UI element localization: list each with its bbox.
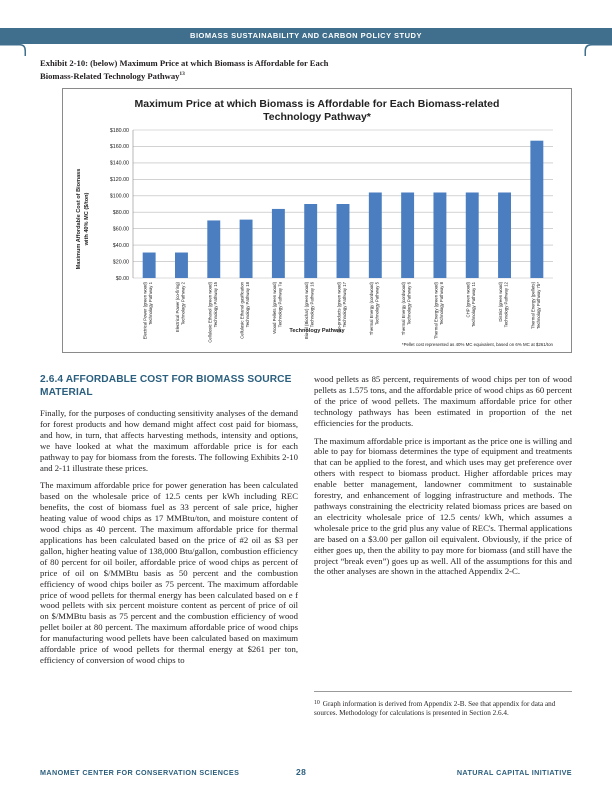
left-column <box>40 374 298 673</box>
x-category-label: Cellulosic Ethanol (green wood) <box>207 282 213 343</box>
x-category-label: Technology Pathway 15 <box>212 282 218 328</box>
running-header: BIOMASS SUSTAINABILITY AND CARBON POLICY STUDY <box>0 28 612 44</box>
x-category-label: Technology Pathway 18 <box>245 282 251 328</box>
y-tick-label: $100.00 <box>109 193 129 200</box>
exhibit-footnote-ref: 13 <box>179 71 185 77</box>
y-tick-label: $120.00 <box>109 177 129 184</box>
x-category-label: Cellulosic Ethanol gasification <box>239 282 245 339</box>
right-paragraph-1: wood pellets as 85 percent, requirements of wood chips per ton of wood pellets as 1.575 tons, and the affordable price of wood chips as 60 percent of the price of wood pellets. The maximum affordable price for other technology pathways has been estimated in proportion of the net efficiencies for the products. <box>314 374 572 428</box>
bar <box>304 204 317 278</box>
x-axis-label: Technology Pathway <box>289 328 345 334</box>
bar <box>143 253 156 278</box>
bar <box>530 141 543 278</box>
bar <box>401 192 414 278</box>
page-number: 28 <box>296 767 307 777</box>
bar <box>272 209 285 278</box>
x-category-label: Technology Pathway 5 <box>374 282 380 325</box>
y-tick-label: $20.00 <box>112 259 129 266</box>
y-tick-label: $0.00 <box>115 275 129 282</box>
exhibit-title-text: Exhibit 2-10: (below) Maximum Price at which Biomass is Affordable for Each Biomass-Related Technology Pathway <box>40 58 329 81</box>
y-tick-label: $60.00 <box>112 226 129 233</box>
x-category-label: Thermal Energy (cordwood) <box>401 282 407 336</box>
chart-container <box>62 88 572 353</box>
x-category-label: Bio-oil (Biochar) (green wood) <box>304 282 310 340</box>
x-category-label: Technology Pathway 11 <box>471 282 477 328</box>
y-axis-label-line1: Maximum Affordable Cost of Biomass <box>76 168 82 270</box>
bar <box>498 192 511 278</box>
y-tick-label: $80.00 <box>112 210 129 217</box>
bar <box>466 192 479 278</box>
y-tick-label: $180.00 <box>109 127 129 134</box>
right-column <box>314 374 572 584</box>
y-tick-label: $40.00 <box>112 242 129 249</box>
x-category-label: Technology Pathway 7b* <box>535 282 541 330</box>
y-tick-label: $140.00 <box>109 160 129 167</box>
left-paragraph-2: The maximum affordable price for power generation has been calculated based on the wholesale price of 12.5 cents per kWh including REC benefits, the cost of biomass fuel as 33 percent of sale price, higher heating value of wood chips as 17 MMBtu/ton, and moisture content of wood chips as 40 percent. The maximum affordable price for thermal applications has been calculated based on the price of #2 oil as $3 per gallon, higher heating value of 138,000 Btu/gallon, combustion efficiency of 80 percent for oil boiler, affordable price of wood chips as percent of price of oil on $/MMBtu basis as 50 percent and the combustion efficiency of wood chips boiler as 75 percent. The maximum affordable price of wood pellets for thermal energy has been calculated based on e f wood pellets with six percent moisture content as percent of price of oil on $/MMBtu basis as 75 percent and the combustion efficiency of wood pellet boiler at 80 percent. The maximum affordable price of wood chips for manufacturing wood pellets have been calculated based on maximum affordable price of wood pellets for thermal energy at $261 per ton, efficiency of conversion of wood chips to <box>40 480 298 665</box>
left-paragraph-1: Finally, for the purposes of conducting sensitivity analyses of the demand for forest products and how demand might affect cost paid for biomass, and how, in turn, that affects harvesting methods, intensity and options, we have looked at what the maximum affordable price is for each pathway to pay for biomass from the forests. The following Exhibits 2-10 and 2-11 illustrate these prices. <box>40 408 298 473</box>
x-category-label: Technology Pathway 2 <box>180 282 186 325</box>
footer-organization: MANOMET CENTER FOR CONSERVATION SCIENCES <box>40 768 240 777</box>
footnote-divider <box>314 691 572 692</box>
exhibit-title <box>40 58 360 82</box>
chart-title-line2: Technology Pathway* <box>263 111 371 123</box>
bar <box>175 253 188 278</box>
bar <box>369 192 382 278</box>
x-category-label: Thermal Energy (cordwood) <box>368 282 374 336</box>
x-category-label: Technology Pathway 17 <box>342 282 347 328</box>
footnote <box>314 699 572 719</box>
x-category-label: Wood Pellets (green wood) <box>271 282 277 334</box>
x-category-label: Technology Pathway 8 <box>438 282 444 325</box>
y-tick-label: $160.00 <box>109 144 129 151</box>
x-category-label: Electrical Power (co-firing) <box>174 282 180 333</box>
x-category-label: District (green wood) <box>498 282 504 322</box>
x-category-label: Thermal Energy (pellets) <box>530 282 536 330</box>
chart-title-line1: Maximum Price at which Biomass is Affordable for Each Biomass-related <box>134 98 500 110</box>
x-category-label: Electrical Power (green wood) <box>142 282 148 340</box>
x-category-label: Technology Pathway 7a <box>277 282 283 328</box>
header-corner-decoration <box>0 44 612 56</box>
chart-note: *Pellet cost represented as 40% MC equivalent, based on 6% MC at $261/ton <box>401 342 553 347</box>
footnote-number: 10 <box>314 700 320 706</box>
bar-chart <box>63 89 571 352</box>
x-category-label: Thermal Energy (green wood) <box>433 282 439 340</box>
x-category-label: Technology Pathway 1 <box>148 282 154 325</box>
right-paragraph-2: The maximum affordable price is important as the price one is willing and able to pay for biomass determines the type of equipment and treatments that can be applied to the forest, and which uses may get preference over others with respect to biomass product. Higher affordable prices may enable better management, landowner commitment to sustainable forestry, and enhancement of logging infrastructure and methods. The pathways constraining the electricity related biomass prices are based on an electricity wholesale price of 12.5 cents/ kWh, which assumes a wholesale price to the grid plus any value of REC's. Thermal applications are based on a $3.00 per gallon oil equivalent. Obviously, if the price of either goes up, then the ability to pay more for biomass (and still have the project “break even”) goes up as well. All of the assumptions for this and the other analyses are shown in the attached Appendix 2-C. <box>314 435 572 577</box>
x-category-label: Bio-products (green wood) <box>336 282 342 333</box>
section-heading: 2.6.4 AFFORDABLE COST FOR BIOMASS SOURCE MATERIAL <box>40 374 292 398</box>
bar <box>433 192 446 278</box>
footer-initiative: NATURAL CAPITAL INITIATIVE <box>456 768 572 777</box>
x-category-label: Technology Pathway 16 <box>309 282 315 328</box>
footnote-text: Graph information is derived from Appendix 2-B. See that appendix for data and sources. Methodology for calculations is presented in Section 2.6.4. <box>314 700 556 718</box>
bar <box>207 220 220 278</box>
y-axis-label-line2: with 40% MC ($/ton) <box>84 192 90 246</box>
x-category-label: Technology Pathway 12 <box>503 282 509 328</box>
bar <box>240 220 253 278</box>
x-category-label: Technology Pathway 6 <box>406 282 412 325</box>
x-category-label: CHP (green wood) <box>465 282 471 318</box>
bar <box>337 204 350 278</box>
